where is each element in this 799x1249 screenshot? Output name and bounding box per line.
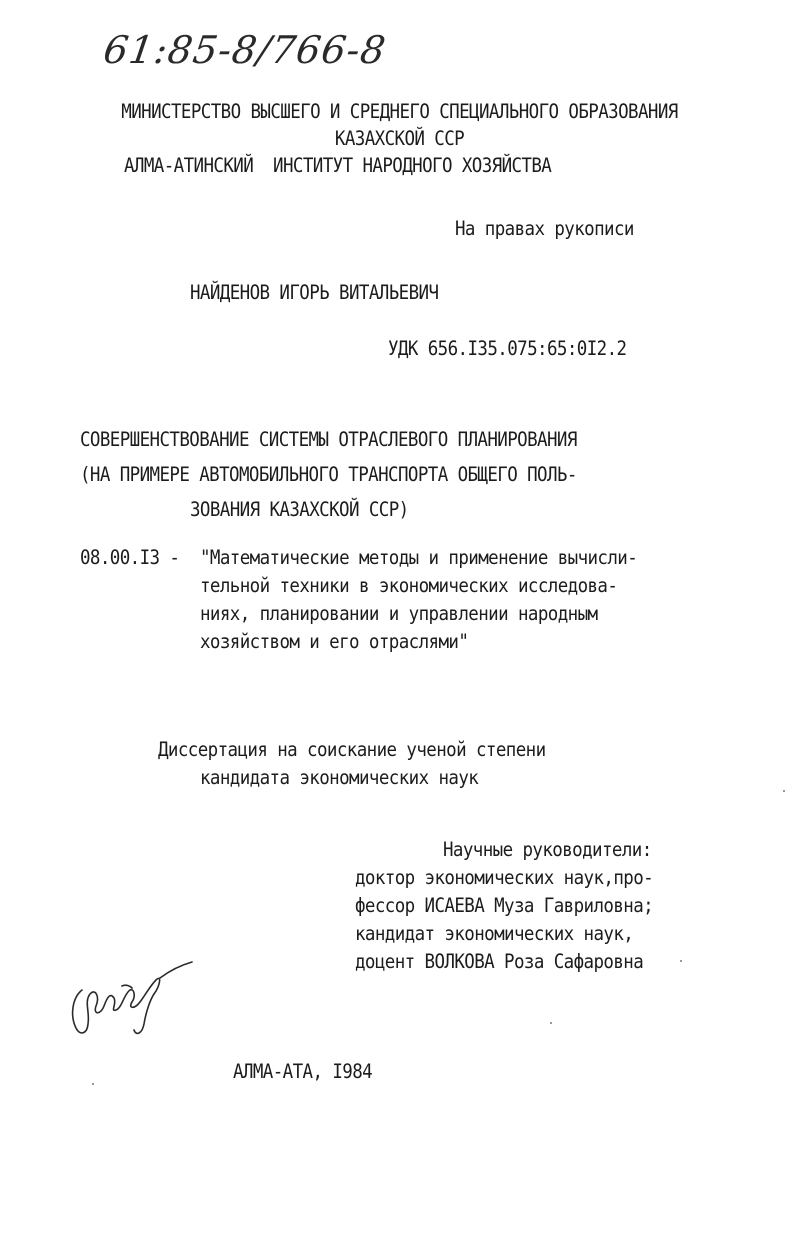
place-and-year: АЛМА-АТА, I984 [233, 1061, 373, 1084]
paper-speck [92, 1083, 94, 1085]
specialty-line-3: ниях, планировании и управлении народным [200, 603, 598, 626]
paper-speck [783, 790, 785, 792]
archive-number-handwritten: 61:85-8/766-8 [100, 28, 389, 72]
degree-line-1: Диссертация на соискание ученой степени [158, 739, 546, 762]
ministry-heading: МИНИСТЕРСТВО ВЫСШЕГО И СРЕДНЕГО СПЕЦИАЛЬНОГО ОБРАЗОВАНИЯ [121, 101, 678, 124]
title-line-2: (НА ПРИМЕРЕ АВТОМОБИЛЬНОГО ТРАНСПОРТА ОБЩЕГО ПОЛЬ- [80, 464, 577, 487]
institute-heading: АЛМА-АТИНСКИЙ ИНСТИТУТ НАРОДНОГО ХОЗЯЙСТВА [124, 155, 552, 178]
udc-code: УДК 656.I35.075:65:0I2.2 [388, 338, 627, 361]
paper-speck [680, 960, 682, 962]
specialty-code: 08.00.I3 - [80, 547, 190, 570]
specialty-line-1: "Математические методы и применение вычисли- [200, 547, 638, 570]
specialty-line-4: хозяйством и его отраслями" [200, 631, 469, 654]
title-line-3: ЗОВАНИЯ КАЗАХСКОЙ ССР) [190, 499, 409, 522]
author-name: НАЙДЕНОВ ИГОРЬ ВИТАЛЬЕВИЧ [190, 282, 439, 305]
specialty-line-2: тельной техники в экономических исследова- [200, 575, 618, 598]
supervisors-line-4: доцент ВОЛКОВА Роза Сафаровна [355, 951, 644, 974]
supervisors-heading: Научные руководители: [443, 839, 652, 862]
supervisors-line-1: доктор экономических наук,про- [355, 867, 654, 890]
supervisors-line-3: кандидат экономических наук, [355, 923, 634, 946]
paper-speck [550, 1022, 552, 1024]
degree-line-2: кандидата экономических наук [200, 767, 479, 790]
title-line-1: СОВЕРШЕНСТВОВАНИЕ СИСТЕМЫ ОТРАСЛЕВОГО ПЛАНИРОВАНИЯ [80, 429, 577, 452]
handwritten-signature [60, 950, 210, 1050]
rights-note: На правах рукописи [455, 218, 634, 241]
republic-heading: КАЗАХСКОЙ ССР [334, 128, 465, 151]
supervisors-line-2: фессор ИСАЕВА Муза Гавриловна; [355, 895, 654, 918]
